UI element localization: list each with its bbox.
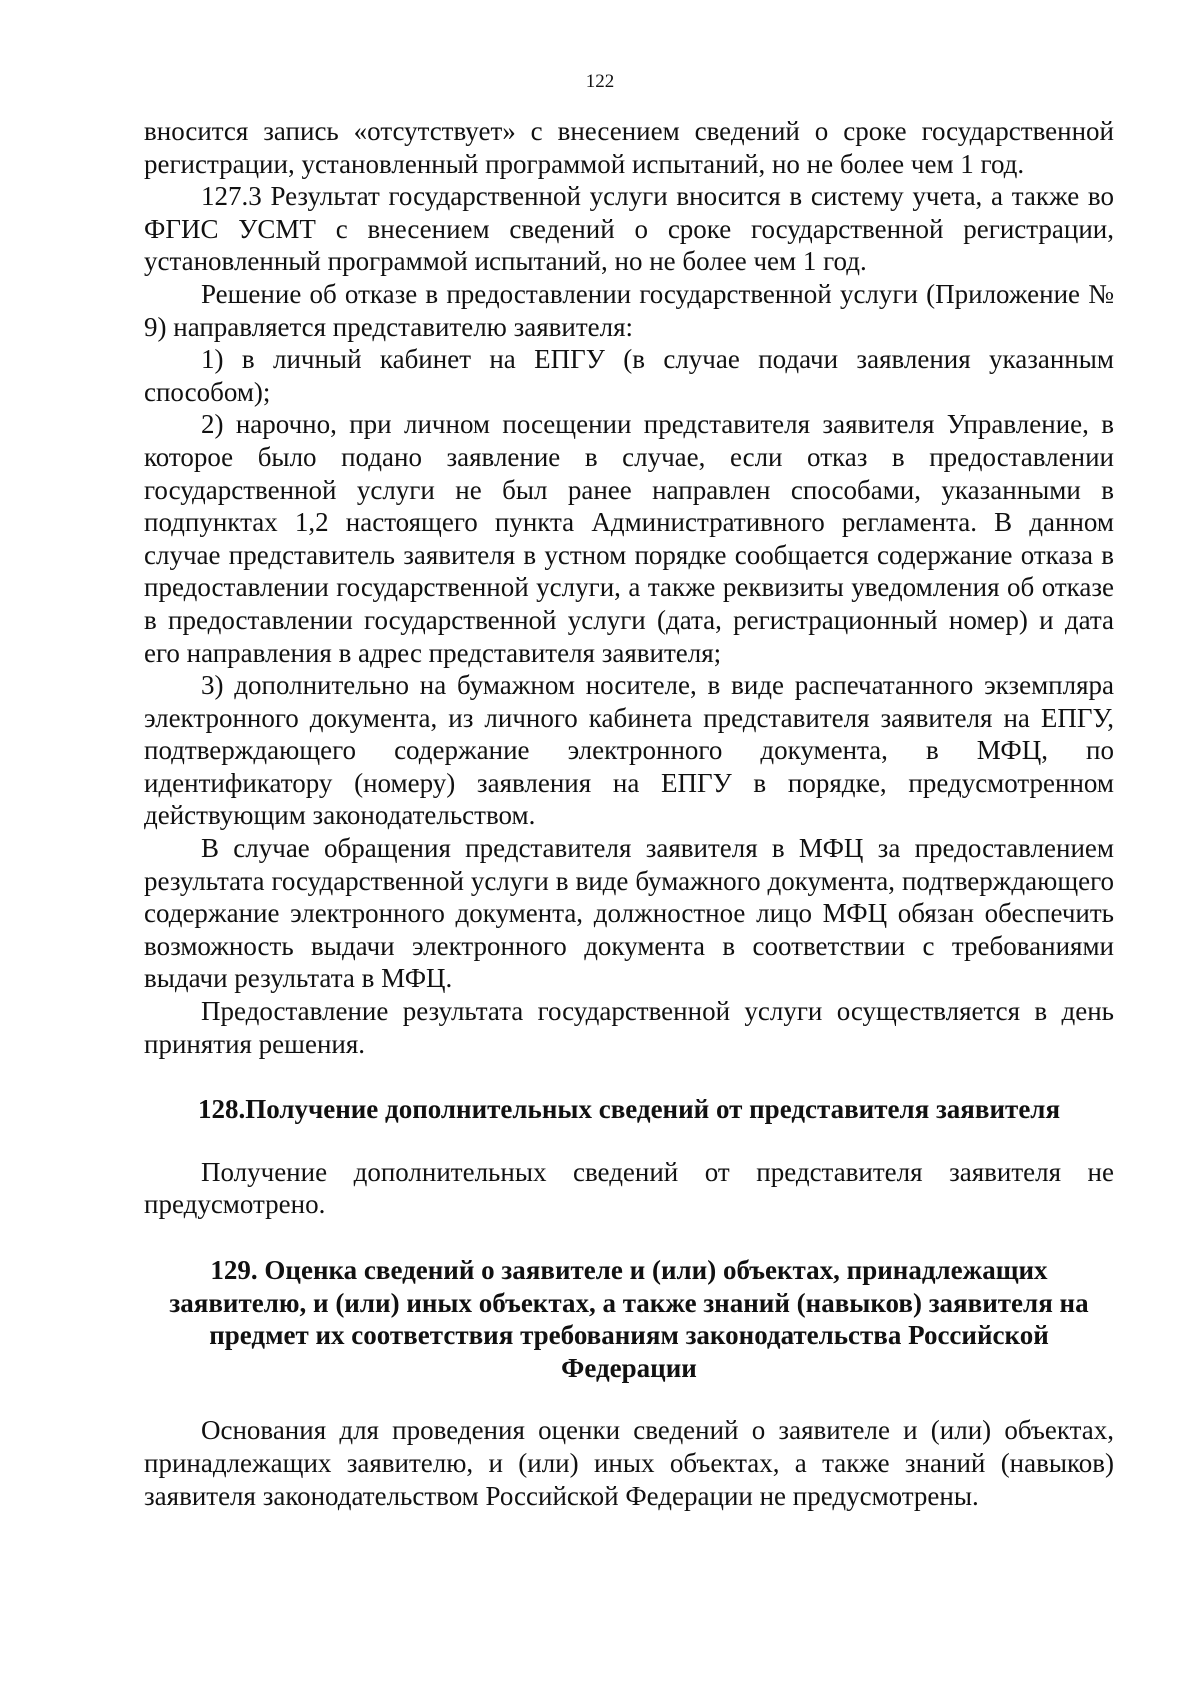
paragraph-result-provision: Предоставление результата государственной услуги осуществляется в день принятия решения. <box>144 996 1114 1059</box>
list-item-1: 1) в личный кабинет на ЕПГУ (в случае подачи заявления указанным способом); <box>144 344 1114 407</box>
paragraph-continuation: вносится запись «отсутствует» с внесением сведений о сроке государственной регистрации, установленный программой испытаний, но не более чем 1 год. <box>144 116 1114 179</box>
paragraph-mfc-request: В случае обращения представителя заявителя в МФЦ за предоставлением результата государственной услуги в виде бумажного документа, подтверждающего содержание электронного документа, должностное лицо МФЦ обязан обеспечить возможность выдачи электронного документа в соответствии с требованиями выдачи результата в МФЦ. <box>144 833 1114 994</box>
paragraph-refusal-decision: Решение об отказе в предоставлении государственной услуги (Приложение № 9) направляется представителю заявителя: <box>144 278 1114 342</box>
page-number: 122 <box>585 71 615 92</box>
section-128-heading: 128.Получение дополнительных сведений от представителя заявителя <box>197 1094 1061 1125</box>
document-body <box>144 115 1114 1512</box>
section-129-heading: 129. Оценка сведений о заявителе и (или) объектах, принадлежащих заявителю, и (или) иных объектах, а также знаний (навыков) заявителя на предмет их соответствия требованиям законодательства Российской Федерации <box>169 1255 1089 1383</box>
paragraph-127-3: 127.3 Результат государственной услуги вносится в систему учета, а также во ФГИС УСМТ с внесением сведений о сроке государственной регистрации, установленный программой испытаний, но не более чем 1 год. <box>144 181 1114 277</box>
section-128-text: Получение дополнительных сведений от представителя заявителя не предусмотрено. <box>144 1156 1114 1220</box>
section-129-text: Основания для проведения оценки сведений о заявителе и (или) объектах, принадлежащих заявителю, и (или) иных объектах, а также знаний (навыков) заявителя законодательством Российской Федерации не предусмотрены. <box>144 1415 1114 1511</box>
list-item-2: 2) нарочно, при личном посещении представителя заявителя Управление, в которое было подано заявление в случае, если отказ в предоставлении государственной услуги не был ранее направлен способами, указанными в подпунктах 1,2 настоящего пункта Административного регламента. В данном случае представитель заявителя в устном порядке сообщается содержание отказа в предоставлении государственной услуги, а также реквизиты уведомления об отказе в предоставлении государственной услуги (дата, регистрационный номер) и дата его направления в адрес представителя заявителя; <box>144 409 1114 668</box>
list-item-3: 3) дополнительно на бумажном носителе, в виде распечатанного экземпляра электронного документа, из личного кабинета представителя заявителя на ЕПГУ, подтверждающего содержание электронного документа, в МФЦ, по идентификатору (номеру) заявления на ЕПГУ в порядке, предусмотренном действующим законодательством. <box>144 670 1114 831</box>
